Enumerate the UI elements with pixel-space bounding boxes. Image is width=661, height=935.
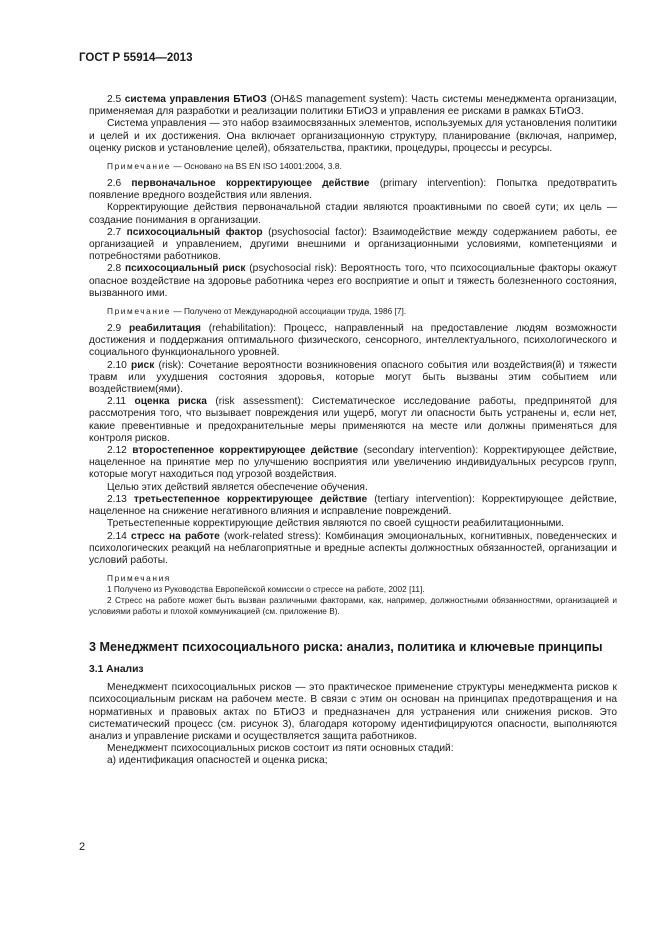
term-2-6: 2.6 первоначальное корректирующее действие (primary intervention): Попытка предотвратить появление вредного воздействия или явления. bbox=[89, 178, 617, 202]
note: Примечание — Получено от Международной ассоциации труда, 1986 [7]. bbox=[107, 306, 407, 317]
page-content bbox=[89, 94, 617, 768]
term-2-12: 2.12 второстепенное корректирующее действие (secondary intervention): Корректирующее действие, нацеленное на принятие мер по улучшению восприятия или увеличению индивидуальных ресурсов групп, которые могут находиться под угрозой воздействия. bbox=[89, 445, 617, 481]
paragraph: Третьестепенные корректирующие действия являются по своей сущности реабилитационными. bbox=[107, 518, 565, 530]
paragraph: Корректирующие действия первоначальной стадии являются проактивными по своей сути; их цель — создание понимания в организации. bbox=[89, 202, 617, 226]
page-number: 2 bbox=[79, 841, 86, 853]
term-2-5: 2.5 система управления БТиОЗ (OH&S management system): Часть системы менеджмента организации, применяемая для разработки и реализации политики БТиОЗ и управления ее рисками в рамках БТиОЗ. bbox=[89, 94, 617, 118]
term-2-8: 2.8 психосоциальный риск (psychosocial risk): Вероятность того, что психосоциальные факторы окажут опасное воздействие на здоровье работника через его восприятие и опыт и тяжесть болезненного состояния, вызванного ими. bbox=[89, 263, 617, 299]
term-2-10: 2.10 риск (risk): Сочетание вероятности возникновения опасного события или воздействия(й) и тяжести травм или ухудшения состояния здоровья, которые могут быть вызваны этим событием или воздействием(ями). bbox=[89, 359, 617, 396]
note: Примечание — Основано на BS EN ISO 14001:2004, 3.8. bbox=[107, 161, 342, 172]
term-2-14: 2.14 стресс на работе (work-related stress): Комбинация эмоциональных, когнитивных, поведенческих и психологических реакций на неблагоприятные и вредные аспекты должностных обязанностей, организации и условий работы. bbox=[89, 530, 617, 566]
paragraph: Система управления — это набор взаимосвязанных элементов, используемых для установления политики и целей и их достижения. Она включает организационную структуру, планирование (включая, например, оценку рисков и установление целей), обязательства, практики, процедуры, процессы и ресурсы. bbox=[89, 118, 617, 154]
paragraph: Менеджмент психосоциальных рисков — это практическое применение структуры менеджмента рисков к психосоциальным рискам на рабочем месте. В связи с этим он основан на принципах предотвращения и на нормативных и правовых актах по БТиОЗ и предназначен для устранения или снижения рисков. Это систематический процесс (см. рисунок 3), благодаря которому идентифицируются опасности, выполняются анализ и управление рисками и осуществляется защита работников. bbox=[89, 682, 617, 742]
note-item: 1 Получено из Руководства Европейской комиссии о стрессе на работе, 2002 [11]. bbox=[107, 584, 425, 595]
paragraph: Менеджмент психосоциальных рисков состоит из пяти основных стадий: bbox=[107, 743, 454, 755]
standard-header: ГОСТ Р 55914—2013 bbox=[79, 52, 193, 64]
term-2-7: 2.7 психосоциальный фактор (psychosocial factor): Взаимодействие между содержанием работы, ее организацией и управлением, другими внешними и организационными условиями, компетенциями и потребностями работников. bbox=[89, 226, 617, 263]
term-2-13: 2.13 третьестепенное корректирующее действие (tertiary intervention): Корректирующее действие, нацеленное на снижение негативного влияния и исправление повреждений. bbox=[89, 493, 617, 518]
term-2-11: 2.11 оценка риска (risk assessment): Систематическое исследование работы, предпринятой для рассмотрения того, что вызывает повреждения или ущерб, могут ли опасности быть устранены и, если нет, какие превентивные и предохранительные меры применяются на месте или должны применяться для контроля рисков. bbox=[89, 396, 617, 444]
note-item: 2 Стресс на работе может быть вызван различными факторами, как, например, должностными обязанностями, организацией и условиями работы и плохой коммуникацией (см. приложение В). bbox=[89, 595, 617, 617]
subsection-heading: 3.1 Анализ bbox=[89, 664, 144, 676]
term-2-9: 2.9 реабилитация (rehabilitation): Процесс, направленный на предоставление людям возможности достижения и поддержания оптимального физического, сенсорного, интеллектуального, психологического и социального функционального уровней. bbox=[89, 323, 617, 359]
paragraph: Целью этих действий является обеспечение обучения. bbox=[107, 481, 368, 493]
notes-label: Примечания bbox=[107, 573, 171, 584]
list-item: а) идентификация опасностей и оценка риска; bbox=[107, 755, 328, 767]
section-heading: 3 Менеджмент психосоциального риска: анализ, политика и ключевые принципы bbox=[89, 640, 603, 655]
